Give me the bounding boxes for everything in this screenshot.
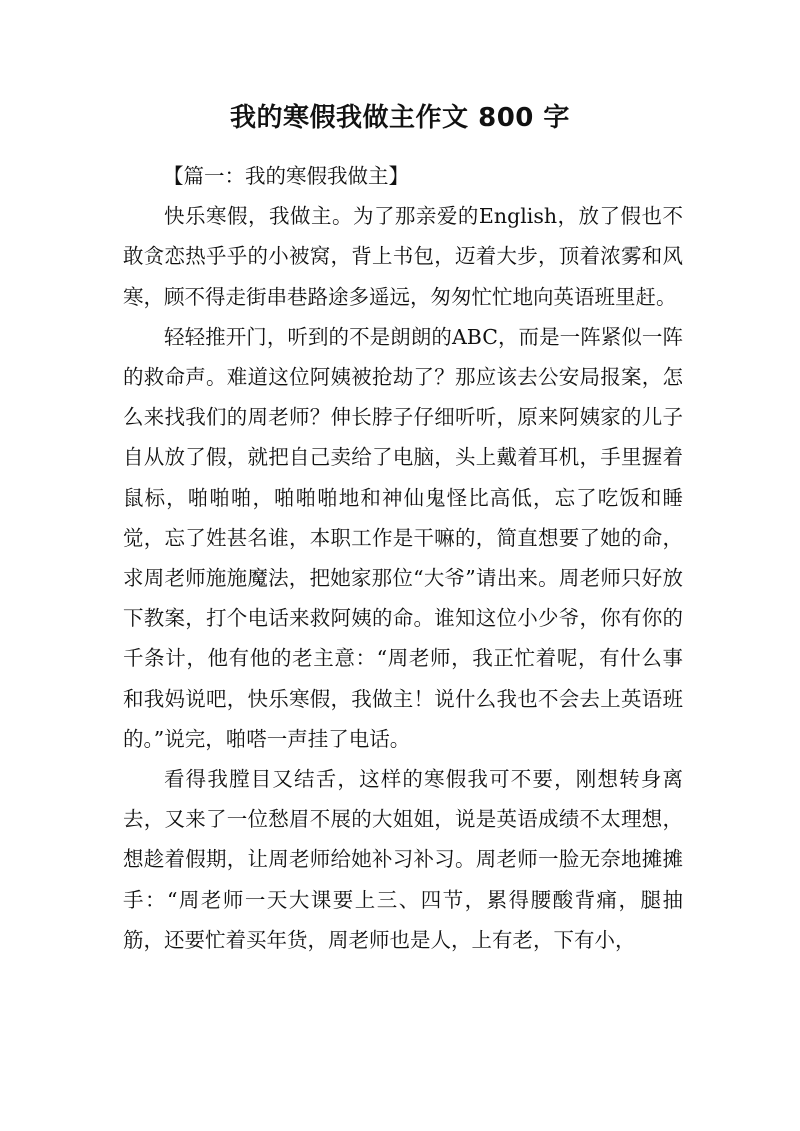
paragraph-1: 快乐寒假，我做主。为了那亲爱的English，放了假也不敢贪恋热乎乎的小被窝，背上书包，迈着大步，顶着浓雾和风寒，顾不得走街串巷路途多遥远，匆匆忙忙地向英语班里赶。 — [123, 204, 683, 309]
document-title: 我的寒假我做主作文 800 字 — [230, 103, 570, 133]
document-body — [123, 156, 683, 960]
paragraph-2: 轻轻推开门，听到的不是朗朗的ABC，而是一阵紧似一阵的救命声。难道这位阿姨被抢劫了？那应该去公安局报案，怎么来找我们的周老师？伸长脖子仔细听听，原来阿姨家的儿子自从放了假，就把自己卖给了电脑，头上戴着耳机，手里握着鼠标，啪啪啪，啪啪啪地和神仙鬼怪比高低，忘了吃饭和睡觉，忘了姓甚名谁，本职工作是干嘛的，简直想要了她的命，求周老师施施魔法，把她家那位“大爷”请出来。周老师只好放下教案，打个电话来救阿姨的命。谁知这位小少爷，你有你的千条计，他有他的老主意：“周老师，我正忙着呢，有什么事和我妈说吧，快乐寒假，我做主！说什么我也不会去上英语班的。”说完，啪嗒一声挂了电话。 — [123, 324, 683, 751]
section-label: 【篇一：我的寒假我做主】 — [163, 164, 409, 188]
paragraph-3: 看得我膛目又结舌，这样的寒假我可不要，刚想转身离去，又来了一位愁眉不展的大姐姐，说是英语成绩不太理想，想趁着假期，让周老师给她补习补习。周老师一脸无奈地摊摊手：“周老师一天大课要上三、四节，累得腰酸背痛，腿抽筋，还要忙着买年货，周老师也是人，上有老，下有小， — [123, 767, 683, 952]
